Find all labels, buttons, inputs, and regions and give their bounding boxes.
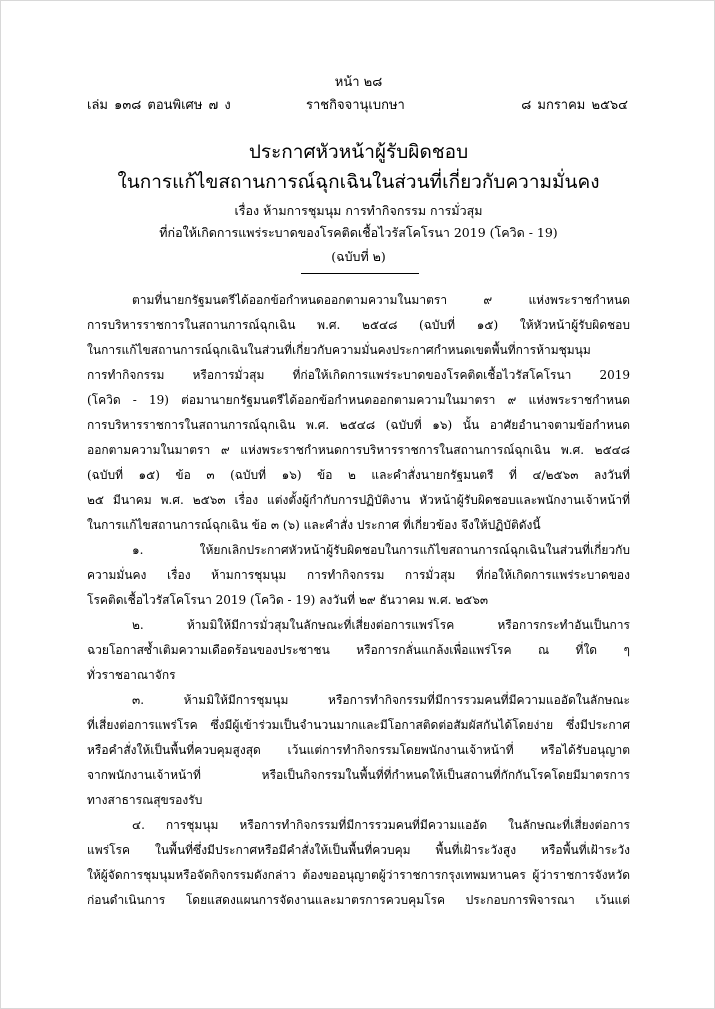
- subject-line1: เรื่อง ห้ามการชุมนุม การทำกิจกรรม การมั่วสุม: [234, 203, 483, 218]
- gazette-date: ๘ มกราคม ๒๕๖๔: [521, 98, 628, 113]
- clause-3-line: ทางสาธารณสุขรองรับ: [87, 793, 203, 807]
- body-line: (ฉบับที่ ๑๕) ข้อ ๓ (ฉบับที่ ๑๖) ข้อ ๒ และคำสั่งนายกรัฐมนตรี ที่ ๔/๒๕๖๓ ลงวันที่: [87, 468, 630, 482]
- body-line: การบริหารราชการในสถานการณ์ฉุกเฉิน พ.ศ. ๒๕๔๘ (ฉบับที่ ๑๕) ให้หัวหน้าผู้รับผิดชอบ: [87, 318, 630, 332]
- clause-4-line: ก่อนดำเนินการ โดยแสดงแผนการจัดงานและมาตรการควบคุมโรค ประกอบการพิจารณา เว้นแต่: [87, 893, 630, 907]
- clause-1-line: ๑. ให้ยกเลิกประกาศหัวหน้าผู้รับผิดชอบในการแก้ไขสถานการณ์ฉุกเฉินในส่วนที่เกี่ยวกับ: [132, 543, 630, 557]
- body-line: ในการแก้ไขสถานการณ์ฉุกเฉินในส่วนที่เกี่ยวกับความมั่นคงประกาศกำหนดเขตพื้นที่การห้ามชุมนุม: [87, 343, 591, 357]
- clause-1-line: ความมั่นคง เรื่อง ห้ามการชุมนุม การทำกิจกรรม การมั่วสุม ที่ก่อให้เกิดการแพร่ระบาดของ: [87, 568, 630, 582]
- body-line: ตามที่นายกรัฐมนตรีได้ออกข้อกำหนดออกตามความในมาตรา ๙ แห่งพระราชกำหนด: [132, 293, 630, 307]
- body-line: ๒๕ มีนาคม พ.ศ. ๒๕๖๓ เรื่อง แต่งตั้งผู้กำกับการปฏิบัติงาน หัวหน้าผู้รับผิดชอบและพนักงานเจ้าหน้าที่: [87, 493, 630, 507]
- body-line: การทำกิจกรรม หรือการมั่วสุม ที่ก่อให้เกิดการแพร่ระบาดของโรคติดเชื้อไวรัสโคโรนา 2019: [87, 368, 630, 382]
- clause-2-line: ๒. ห้ามมิให้มีการมั่วสุมในลักษณะที่เสี่ยงต่อการแพร่โรค หรือการกระทำอันเป็นการ: [132, 618, 630, 632]
- clause-3-line: หรือคำสั่งให้เป็นพื้นที่ควบคุมสูงสุด เว้นแต่การทำกิจกรรมโดยพนักงานเจ้าหน้าที่ หรือได้รับอนุญาต: [87, 743, 630, 757]
- gazette-name: ราชกิจจานุเบกษา: [306, 98, 405, 113]
- clause-3-line: ที่เสี่ยงต่อการแพร่โรค ซึ่งมีผู้เข้าร่วมเป็นจำนวนมากและมีโอกาสติดต่อสัมผัสกันได้โดยง่าย ซึ่งมีประกาศ: [87, 718, 630, 732]
- edition-number: (ฉบับที่ ๒): [331, 249, 386, 264]
- page-number: หน้า ๒๘: [334, 75, 383, 90]
- announcement-title-line2: ในการแก้ไขสถานการณ์ฉุกเฉินในส่วนที่เกี่ยวกับความมั่นคง: [117, 171, 600, 193]
- clause-1-line: โรคติดเชื้อไวรัสโคโรนา 2019 (โควิด - 19) ลงวันที่ ๒๙ ธันวาคม พ.ศ. ๒๕๖๓: [87, 593, 489, 607]
- announcement-title-line1: ประกาศหัวหน้าผู้รับผิดชอบ: [248, 141, 469, 163]
- body-line: ในการแก้ไขสถานการณ์ฉุกเฉิน ข้อ ๓ (๖) และคำสั่ง ประกาศ ที่เกี่ยวข้อง จึงให้ปฏิบัติดังนี้: [87, 518, 541, 532]
- title-divider: [301, 273, 419, 274]
- clause-3-line: จากพนักงานเจ้าหน้าที่ หรือเป็นกิจกรรมในพื้นที่ที่กำหนดให้เป็นสถานที่กักกันโรคโดยมีมาตรการ: [87, 768, 630, 782]
- body-line: (โควิด - 19) ต่อมานายกรัฐมนตรีได้ออกข้อกำหนดออกตามความในมาตรา ๙ แห่งพระราชกำหนด: [87, 393, 630, 407]
- clause-3-line: ๓. ห้ามมิให้มีการชุมนุม หรือการทำกิจกรรมที่มีการรวมคนที่มีความแออัดในลักษณะ: [132, 693, 630, 707]
- subject-line2: ที่ก่อให้เกิดการแพร่ระบาดของโรคติดเชื้อไวรัสโคโรนา 2019 (โควิด - 19): [159, 225, 558, 240]
- volume-info: เล่ม ๑๓๘ ตอนพิเศษ ๗ ง: [87, 98, 231, 113]
- clause-4-line: แพร่โรค ในพื้นที่ซึ่งมีประกาศหรือมีคำสั่งให้เป็นพื้นที่ควบคุม พื้นที่เฝ้าระวังสูง หรือพื้นที่เฝ้าระวัง: [87, 843, 630, 857]
- body-line: ออกตามความในมาตรา ๙ แห่งพระราชกำหนดการบริหารราชการในสถานการณ์ฉุกเฉิน พ.ศ. ๒๕๔๘: [87, 443, 630, 457]
- clause-2-line: ทั่วราชอาณาจักร: [87, 668, 176, 682]
- clause-2-line: ฉวยโอกาสซ้ำเติมความเดือดร้อนของประชาชน หรือการกลั่นแกล้งเพื่อแพร่โรค ณ ที่ใด ๆ: [87, 643, 630, 657]
- clause-4-line: ให้ผู้จัดการชุมนุมหรือจัดกิจกรรมดังกล่าว ต้องขออนุญาตผู้ว่าราชการกรุงเทพมหานคร ผู้ว่าราชการจังหวัด: [87, 868, 630, 882]
- clause-4-line: ๔. การชุมนุม หรือการทำกิจกรรมที่มีการรวมคนที่มีความแออัด ในลักษณะที่เสี่ยงต่อการ: [132, 818, 630, 832]
- body-line: การบริหารราชการในสถานการณ์ฉุกเฉิน พ.ศ. ๒๕๔๘ (ฉบับที่ ๑๖) นั้น อาศัยอำนาจตามข้อกำหนด: [87, 418, 630, 432]
